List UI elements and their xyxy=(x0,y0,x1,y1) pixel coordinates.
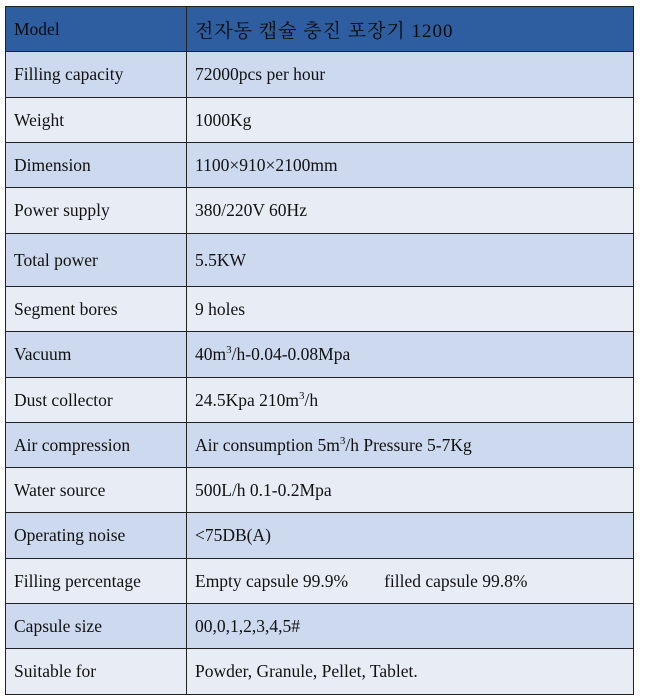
table-row xyxy=(6,559,634,604)
table-row xyxy=(6,513,634,559)
row-value: Air consumption $5m^3/h$ Pressure 5-7Kg xyxy=(187,423,634,468)
table-row xyxy=(6,649,634,695)
table-row xyxy=(6,423,634,468)
table-header-row xyxy=(6,7,634,52)
row-value: 72000pcs per hour xyxy=(187,52,634,98)
table-row xyxy=(6,604,634,649)
row-value: Empty capsule 99.9% filled capsule 99.8% xyxy=(187,559,634,604)
row-value: 1000Kg xyxy=(187,98,634,143)
table-row xyxy=(6,98,634,143)
table-row xyxy=(6,378,634,423)
row-label: Capsule size xyxy=(6,604,187,649)
row-value: 00,0,1,2,3,4,5# xyxy=(187,604,634,649)
header-label: Model xyxy=(6,7,187,52)
row-value: Powder, Granule, Pellet, Tablet. xyxy=(187,649,634,695)
row-label: Dust collector xyxy=(6,378,187,423)
row-value: $40m^3/h-0.04-0.08Mpa$ xyxy=(187,332,634,378)
row-label: Total power xyxy=(6,234,187,287)
row-label: Dimension xyxy=(6,143,187,188)
row-label: Suitable for xyxy=(6,649,187,695)
table-row xyxy=(6,52,634,98)
row-label: Filling capacity xyxy=(6,52,187,98)
table-row xyxy=(6,234,634,287)
row-value: 500L/h 0.1-0.2Mpa xyxy=(187,468,634,513)
row-label: Vacuum xyxy=(6,332,187,378)
row-value: 9 holes xyxy=(187,287,634,332)
row-value: 24.5Kpa $210m^3/h$ xyxy=(187,378,634,423)
table-row xyxy=(6,188,634,234)
row-label: Filling percentage xyxy=(6,559,187,604)
row-label: Operating noise xyxy=(6,513,187,559)
row-label: Air compression xyxy=(6,423,187,468)
row-label: Segment bores xyxy=(6,287,187,332)
row-label: Water source xyxy=(6,468,187,513)
row-value: <75DB(A) xyxy=(187,513,634,559)
table-row xyxy=(6,468,634,513)
spec-table xyxy=(5,6,634,695)
table-row xyxy=(6,143,634,188)
header-value: 전자동 캡슐 충진 포장기 1200 xyxy=(187,7,634,52)
row-value: 5.5KW xyxy=(187,234,634,287)
row-value: 380/220V 60Hz xyxy=(187,188,634,234)
row-label: Power supply xyxy=(6,188,187,234)
table-row xyxy=(6,332,634,378)
row-value: 1100×910×2100mm xyxy=(187,143,634,188)
row-label: Weight xyxy=(6,98,187,143)
table-row xyxy=(6,287,634,332)
